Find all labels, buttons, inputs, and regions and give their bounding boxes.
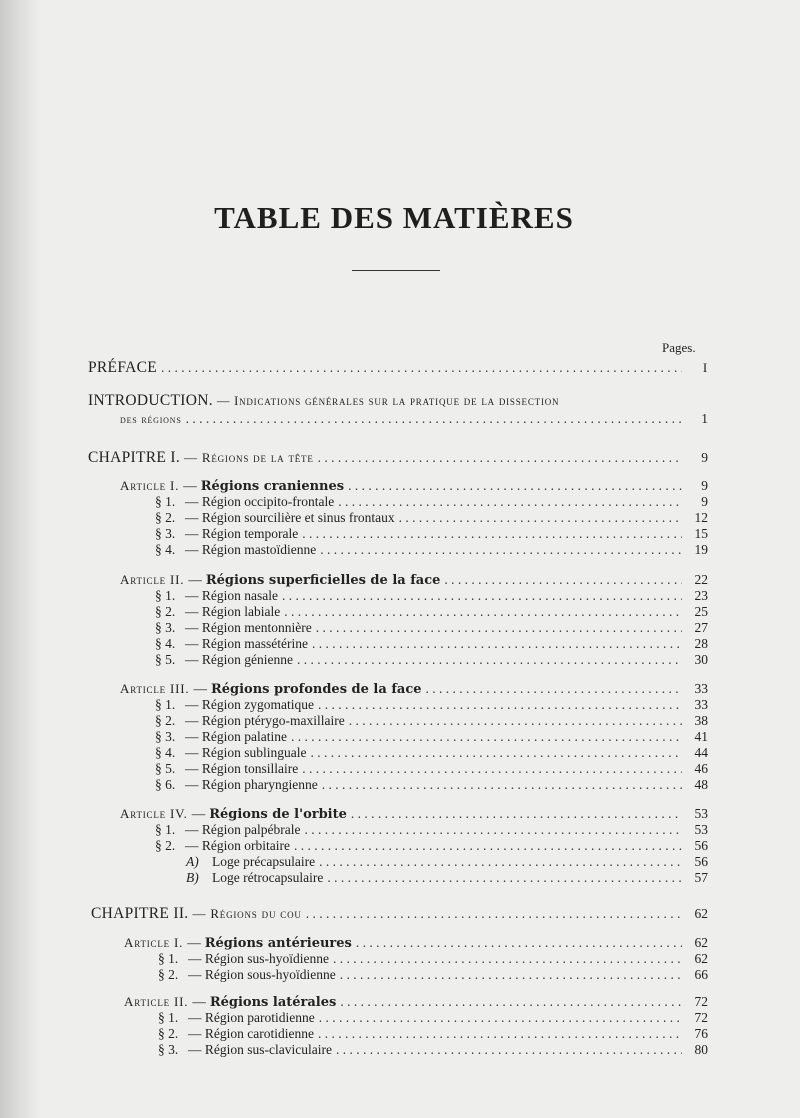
section-num: § 2. — [155, 604, 176, 619]
toc-section[interactable] — [155, 652, 708, 668]
dot-leader — [348, 478, 682, 494]
section-title: — Région temporale — [185, 526, 299, 541]
section-title: — Région sus-hyoïdienne — [188, 951, 329, 966]
section-num: § 1. — [158, 1010, 179, 1025]
dot-leader — [312, 636, 682, 652]
section-num: § 3. — [158, 1042, 179, 1057]
subsection-num: A) — [186, 854, 199, 869]
dot-leader — [340, 994, 682, 1010]
article-label: Article II. — [124, 994, 189, 1009]
dot-leader — [340, 967, 682, 983]
toc-section[interactable] — [155, 636, 708, 652]
entry-page: 23 — [694, 588, 708, 603]
article-label: Article I. — [124, 935, 184, 950]
toc-article[interactable]: Article I. — Régions antérieures . . . 62 — [124, 935, 708, 952]
entry-page: 38 — [694, 713, 708, 728]
toc-article[interactable]: Article IV. — Régions de l'orbite . . . 53 — [120, 806, 708, 823]
title-rule — [352, 270, 440, 271]
dot-leader — [399, 510, 682, 526]
article-title: Régions de l'orbite — [209, 807, 347, 822]
section-num: § 4. — [155, 542, 176, 557]
dot-leader — [284, 604, 682, 620]
section-title: — Région palatine — [185, 729, 287, 744]
section-num: § 3. — [155, 620, 176, 635]
toc-section[interactable] — [155, 604, 708, 620]
entry-page: 15 — [694, 526, 708, 541]
dot-leader — [426, 681, 682, 697]
dot-leader — [306, 906, 682, 922]
dot-leader — [318, 450, 682, 466]
dot-leader — [349, 713, 682, 729]
toc-entry-introduction[interactable] — [88, 393, 708, 409]
article-title: Régions latérales — [209, 995, 337, 1010]
section-num: § 1. — [155, 494, 176, 509]
toc-section[interactable] — [155, 510, 708, 526]
entry-page: 80 — [694, 1042, 708, 1057]
toc-chapter-2[interactable] — [91, 906, 708, 922]
toc-section[interactable] — [155, 777, 708, 793]
article-title: Régions antérieures — [204, 936, 352, 951]
toc-subsection[interactable] — [186, 870, 708, 886]
toc-article[interactable]: Article I. — Régions craniennes . . . 9 — [120, 478, 708, 495]
section-title: — Région palpébrale — [185, 822, 301, 837]
toc-article[interactable]: Article II. — Régions latérales . . . 72 — [124, 994, 708, 1011]
section-num: § 2. — [155, 838, 176, 853]
dot-leader — [336, 1042, 682, 1058]
toc-section[interactable] — [155, 745, 708, 761]
entry-page: 25 — [694, 604, 708, 619]
section-title: — Région sus-claviculaire — [188, 1042, 332, 1057]
entry-page: 53 — [694, 806, 708, 821]
article-label: Article III. — [120, 681, 190, 696]
toc-subsection[interactable] — [186, 854, 708, 870]
toc-section[interactable] — [158, 951, 708, 967]
entry-page: 9 — [701, 494, 708, 509]
dot-leader — [302, 526, 682, 542]
section-num: § 5. — [155, 652, 176, 667]
entry-page: 30 — [694, 652, 708, 667]
subsection-num: B) — [186, 870, 199, 885]
section-num: § 2. — [158, 1026, 179, 1041]
toc-section[interactable] — [158, 1010, 708, 1026]
toc-section[interactable] — [158, 967, 708, 983]
section-num: § 1. — [155, 588, 176, 603]
entry-page: 76 — [694, 1026, 708, 1041]
toc-section[interactable] — [155, 620, 708, 636]
toc-article[interactable]: Article II. — Régions superficielles de la face . . . 22 — [120, 572, 708, 589]
toc-article[interactable]: Article III. — Régions profondes de la face . . . 33 — [120, 681, 708, 698]
section-num: § 4. — [155, 745, 176, 760]
toc-chapter-1[interactable] — [88, 450, 708, 466]
section-title: — Région parotidienne — [188, 1010, 315, 1025]
entry-page: 57 — [694, 870, 708, 885]
toc-section[interactable] — [155, 697, 708, 713]
article-label: Article IV. — [120, 806, 188, 821]
toc-section[interactable] — [155, 588, 708, 604]
chapter-head: CHAPITRE II. — [91, 905, 189, 922]
dot-leader — [282, 588, 682, 604]
toc-section[interactable] — [155, 526, 708, 542]
section-num: § 2. — [158, 967, 179, 982]
entry-page: 27 — [694, 620, 708, 635]
dot-leader — [320, 542, 682, 558]
toc-section[interactable] — [155, 761, 708, 777]
section-title: — Région mastoïdienne — [185, 542, 317, 557]
section-title: — Région orbitaire — [185, 838, 290, 853]
toc-section[interactable] — [155, 822, 708, 838]
dot-leader — [291, 729, 682, 745]
entry-page: 53 — [694, 822, 708, 837]
entry-page: 46 — [694, 761, 708, 776]
dot-leader — [322, 777, 682, 793]
chapter-head: CHAPITRE I. — [88, 449, 180, 466]
entry-page: 72 — [694, 994, 708, 1009]
section-num: § 2. — [155, 713, 176, 728]
entry-page: 9 — [701, 478, 708, 493]
dot-leader — [333, 951, 682, 967]
entry-page: 12 — [694, 510, 708, 525]
section-num: § 3. — [155, 526, 176, 541]
dot-leader — [319, 1010, 682, 1026]
article-label: Article I. — [120, 478, 180, 493]
entry-page: 72 — [694, 1010, 708, 1025]
section-title: — Région mentonnière — [185, 620, 312, 635]
entry-page: 33 — [694, 681, 708, 696]
dot-leader — [302, 761, 682, 777]
entry-page: 44 — [694, 745, 708, 760]
dot-leader — [161, 360, 682, 376]
section-title: — Région zygomatique — [185, 697, 314, 712]
section-title: — Région sourcilière et sinus frontaux — [185, 510, 395, 525]
dot-leader — [186, 411, 682, 427]
article-title: Régions superficielles de la face — [205, 573, 441, 588]
page-gutter — [0, 0, 40, 1118]
section-num: § 1. — [155, 822, 176, 837]
section-title: — Région tonsillaire — [185, 761, 299, 776]
dot-leader — [318, 1026, 682, 1042]
section-title: — Région nasale — [185, 588, 278, 603]
toc-entry-preface[interactable] — [88, 360, 708, 376]
entry-page: 33 — [694, 697, 708, 712]
dot-leader — [304, 822, 682, 838]
section-title: — Région occipito-frontale — [185, 494, 335, 509]
entry-page: 62 — [694, 935, 708, 950]
entry-title-cont: des régions — [120, 412, 182, 426]
entry-page: 9 — [701, 450, 708, 465]
section-num: § 4. — [155, 636, 176, 651]
dot-leader — [319, 854, 682, 870]
section-title: — Région génienne — [185, 652, 293, 667]
section-num: § 5. — [155, 761, 176, 776]
entry-title: — Indications générales sur la pratique de la dissection — [216, 394, 560, 408]
entry-page: 28 — [694, 636, 708, 651]
article-title: Régions craniennes — [200, 479, 345, 494]
section-title: — Région massétérine — [185, 636, 308, 651]
dot-leader — [316, 620, 682, 636]
entry-page: 48 — [694, 777, 708, 792]
page-title: TABLE DES MATIÈRES — [214, 200, 574, 235]
dot-leader — [297, 652, 682, 668]
toc-section[interactable] — [155, 713, 708, 729]
dot-leader — [318, 697, 682, 713]
section-num: § 3. — [155, 729, 176, 744]
toc-section[interactable] — [158, 1042, 708, 1058]
section-title: — Région sublinguale — [185, 745, 307, 760]
entry-page: 22 — [694, 572, 708, 587]
section-title: — Région labiale — [185, 604, 281, 619]
dot-leader — [338, 494, 682, 510]
section-num: § 6. — [155, 777, 176, 792]
entry-page: 41 — [694, 729, 708, 744]
section-num: § 1. — [158, 951, 179, 966]
entry-page: 62 — [694, 951, 708, 966]
section-title: — Région ptérygo-maxillaire — [185, 713, 345, 728]
dot-leader — [351, 806, 682, 822]
toc-entry-introduction-cont — [120, 411, 708, 427]
toc-section[interactable] — [155, 494, 708, 510]
toc-section[interactable] — [155, 542, 708, 558]
entry-page: 62 — [694, 906, 708, 921]
dot-leader — [356, 935, 682, 951]
subsection-title: Loge rétrocapsulaire — [212, 870, 324, 885]
subsection-title: Loge précapsulaire — [212, 854, 316, 869]
section-title: — Région carotidienne — [188, 1026, 314, 1041]
section-num: § 1. — [155, 697, 176, 712]
article-label: Article II. — [120, 572, 185, 587]
chapter-title: — Régions du cou — [192, 906, 302, 921]
toc-section[interactable] — [158, 1026, 708, 1042]
dot-leader — [294, 838, 682, 854]
entry-title: PRÉFACE — [88, 359, 157, 376]
pages-column-label: Pages. — [662, 340, 696, 355]
article-title: Régions profondes de la face — [210, 682, 422, 697]
chapter-title: — Régions de la tête — [184, 450, 314, 465]
entry-page: 56 — [694, 838, 708, 853]
section-num: § 2. — [155, 510, 176, 525]
section-title: — Région pharyngienne — [185, 777, 318, 792]
entry-page: I — [702, 360, 708, 375]
section-title: — Région sous-hyoïdienne — [188, 967, 336, 982]
dot-leader — [444, 572, 682, 588]
entry-head: INTRODUCTION. — [88, 392, 213, 409]
dot-leader — [327, 870, 682, 886]
entry-page: 56 — [694, 854, 708, 869]
entry-page: 19 — [694, 542, 708, 557]
toc-section[interactable] — [155, 838, 708, 854]
entry-page: 1 — [701, 411, 708, 426]
entry-page: 66 — [694, 967, 708, 982]
toc-section[interactable] — [155, 729, 708, 745]
dot-leader — [311, 745, 683, 761]
